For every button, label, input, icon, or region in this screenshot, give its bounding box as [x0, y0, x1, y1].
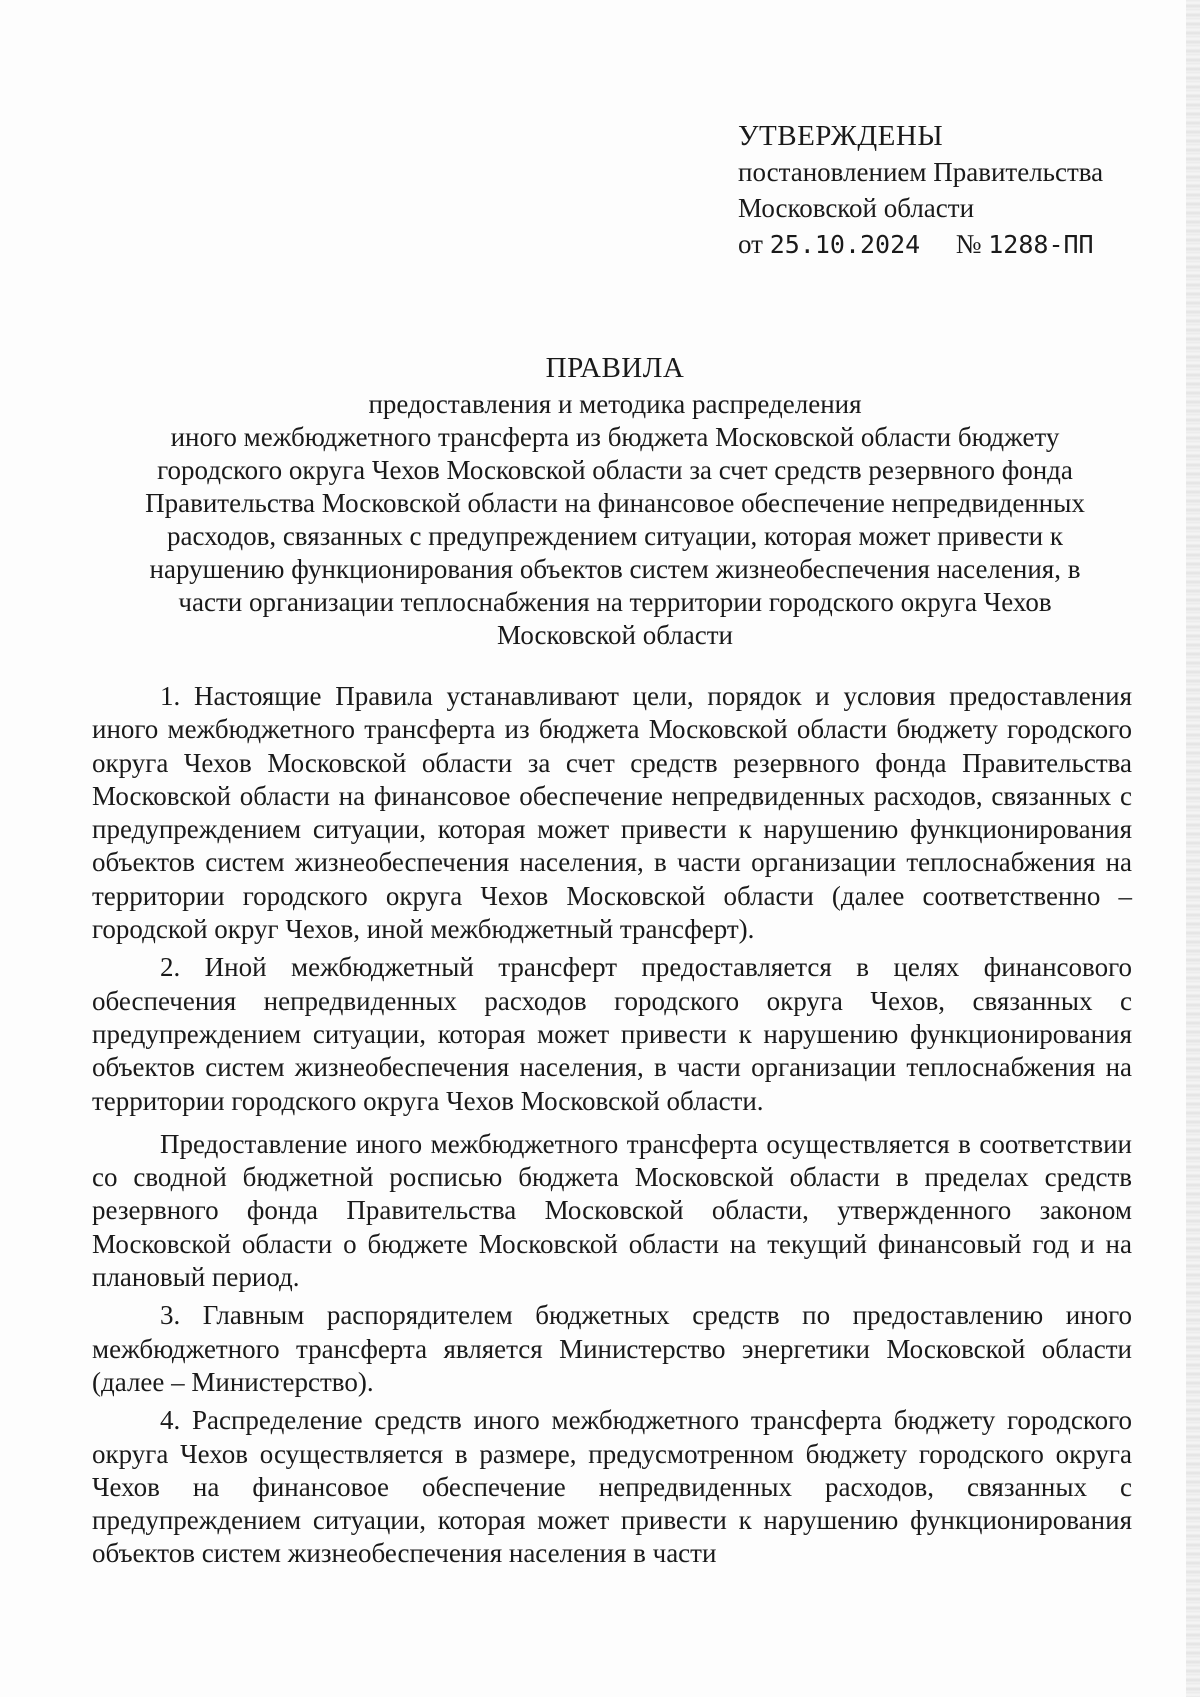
paragraph-4: 4. Распределение средств иного межбюджетного трансферта бюджету городского округа Чехов осуществляется в размере, предусмотренном бюджету городского округа Чехов на финансовое обеспечение непредвиденных расходов, связанных с предупреждением ситуации, которая может привести к нарушению функционирования объектов систем жизнеобеспечения населения в части [92, 1405, 1132, 1569]
paragraph-3: 3. Главным распорядителем бюджетных средств по предоставлению иного межбюджетного трансферта является Министерство энергетики Московской области (далее – Министерство). [92, 1300, 1132, 1397]
number-prefix: № [955, 229, 982, 259]
paragraph-2: 2. Иной межбюджетный трансферт предоставляется в целях финансового обеспечения непредвиденных расходов городского округа Чехов, связанных с предупреждением ситуации, которая может привести к нарушению функционирования объектов систем жизнеобеспечения населения, в части организации теплоснабжения на территории городского округа Чехов Московской области. [92, 952, 1132, 1116]
title-line: предоставления и методика распределения [368, 389, 862, 419]
paragraph-2-continued: Предоставление иного межбюджетного трансферта осуществляется в соответствии со сводной бюджетной росписью бюджета Московской области в пределах средств резервного фонда Правительства Московской области, утвержденного законом Московской области о бюджете Московской области на текущий финансовый год и на плановый период. [92, 1128, 1132, 1293]
approval-number: 1288-ПП [988, 230, 1094, 259]
title-line: городского округа Чехов Московской области за счет средств резервного фонда [157, 455, 1073, 485]
title-line: нарушению функционирования объектов систем жизнеобеспечения населения, в [149, 554, 1081, 584]
approval-heading: УТВЕРЖДЕНЫ [738, 120, 944, 152]
title-line: иного межбюджетного трансферта из бюджета Московской области бюджету [170, 422, 1060, 452]
approval-line-2: Московской области [738, 193, 975, 223]
title-line: части организации теплоснабжения на территории городского округа Чехов [178, 587, 1052, 617]
title-main: ПРАВИЛА [545, 352, 685, 384]
approval-block [738, 118, 1158, 263]
scan-edge [1186, 0, 1200, 1697]
title-line: расходов, связанных с предупреждением ситуации, которая может привести к [167, 521, 1063, 551]
title-line: Правительства Московской области на финансовое обеспечение непредвиденных [145, 488, 1085, 518]
date-prefix: от [738, 229, 763, 259]
approval-date-line [738, 226, 1158, 263]
title-line: Московской области [496, 620, 733, 650]
approval-date: 25.10.2024 [769, 230, 921, 259]
paragraph-1: 1. Настоящие Правила устанавливают цели, порядок и условия предоставления иного межбюджетного трансферта из бюджета Московской области бюджету городского округа Чехов Московской области за счет средств резервного фонда Правительства Московской области на финансовое обеспечение непредвиденных расходов, связанных с предупреждением ситуации, которая может привести к нарушению функционирования объектов систем жизнеобеспечения населения, в части организации теплоснабжения на территории городского округа Чехов Московской области (далее соответственно – городской округ Чехов, иной межбюджетный трансферт). [92, 681, 1132, 945]
document-title [110, 352, 1120, 652]
approval-line-1: постановлением Правительства [738, 157, 1104, 187]
document-body [92, 680, 1132, 1571]
